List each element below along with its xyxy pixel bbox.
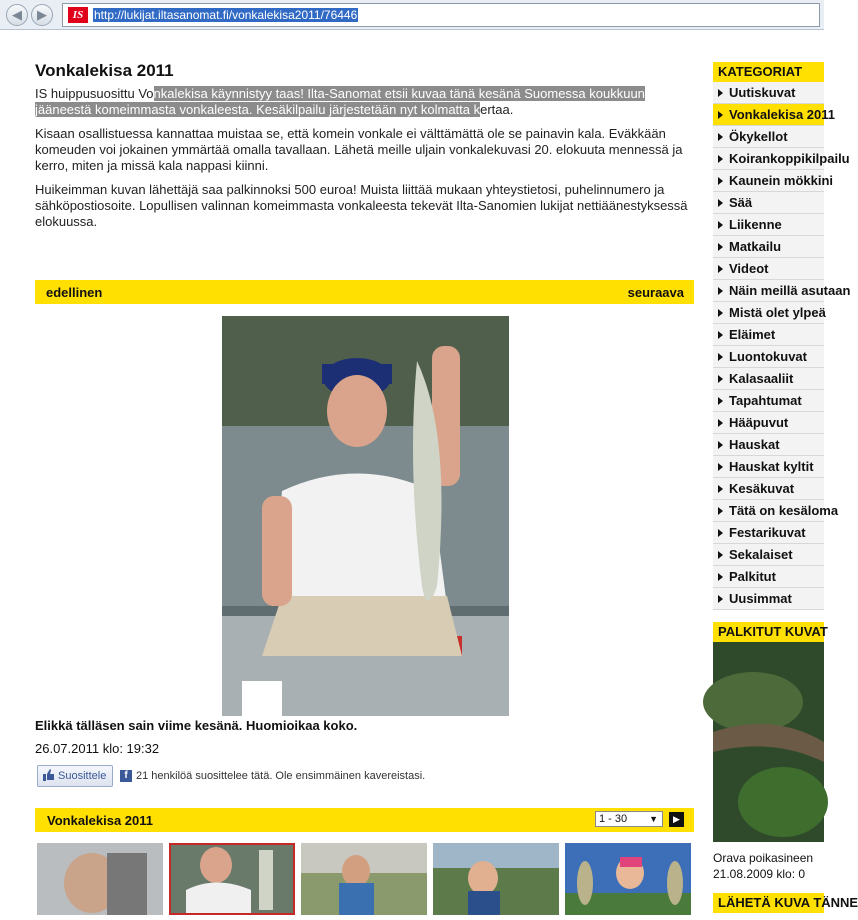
sidebar-item[interactable]	[713, 478, 824, 500]
triangle-right-icon	[718, 133, 723, 141]
sidebar-item-label: Matkailu	[729, 239, 782, 254]
sidebar-item[interactable]	[713, 544, 824, 566]
triangle-right-icon	[718, 287, 723, 295]
sidebar-item-label: Uutiskuvat	[729, 85, 796, 100]
sidebar-item[interactable]	[713, 170, 834, 192]
sidebar-item[interactable]	[713, 346, 824, 368]
fish-photo[interactable]	[222, 316, 509, 716]
back-arrow-icon[interactable]: ◀	[6, 4, 28, 26]
page-title: Vonkalekisa 2011	[35, 61, 174, 80]
sidebar-item-label: Näin meillä asutaan	[729, 283, 851, 298]
gallery-thumbnail-selected[interactable]	[169, 843, 295, 915]
triangle-right-icon	[718, 353, 723, 361]
like-button[interactable]: Suosittele	[37, 765, 113, 787]
sidebar-item[interactable]	[713, 368, 824, 390]
gallery-thumbnail[interactable]	[565, 843, 691, 915]
triangle-right-icon	[718, 89, 723, 97]
sidebar-item-label: Vonkalekisa 2011	[729, 107, 836, 122]
gallery-thumbnail[interactable]	[37, 843, 163, 915]
sidebar-item[interactable]	[713, 566, 824, 588]
like-count-text: 21 henkilöä suosittelee tätä. Ole ensimmäinen kavereistasi.	[136, 770, 426, 782]
triangle-right-icon	[718, 375, 723, 383]
chevron-down-icon: ▼	[649, 814, 658, 824]
triangle-right-icon	[718, 595, 723, 603]
sidebar-item-label: Tapahtumat	[729, 393, 802, 408]
sidebar-item-label: Hauskat kyltit	[729, 459, 814, 474]
sidebar-item[interactable]	[713, 214, 824, 236]
sidebar-item-label: Liikenne	[729, 217, 782, 232]
gallery-title: Vonkalekisa 2011	[47, 813, 154, 828]
sidebar-item[interactable]	[713, 192, 824, 214]
sidebar-item[interactable]	[713, 500, 839, 522]
article	[35, 60, 695, 238]
sidebar-item[interactable]	[713, 302, 824, 324]
browser-toolbar	[0, 0, 824, 30]
sidebar-item-label: Sää	[729, 195, 753, 210]
sidebar-item[interactable]	[713, 148, 850, 170]
triangle-right-icon	[718, 155, 723, 163]
sidebar-item-label: Kaunein mökkini	[729, 173, 834, 188]
gallery-thumbnail[interactable]	[433, 843, 559, 915]
url-text[interactable]: http://lukijat.iltasanomat.fi/vonkalekisa2011/76446	[94, 8, 358, 22]
sidebar-item-label: Uusimmat	[729, 591, 792, 606]
prev-link[interactable]: edellinen	[46, 285, 103, 300]
gallery-bar	[35, 808, 694, 832]
sidebar-item[interactable]	[713, 258, 824, 280]
sidebar-item-label: Hääpuvut	[729, 415, 789, 430]
triangle-right-icon	[718, 441, 723, 449]
sidebar-item-label: Videot	[729, 261, 769, 276]
awarded-photo[interactable]	[713, 642, 824, 842]
triangle-right-icon	[718, 177, 723, 185]
triangle-right-icon	[718, 221, 723, 229]
next-link[interactable]: seuraava	[627, 285, 684, 300]
sidebar-item[interactable]	[713, 434, 824, 456]
sidebar-item[interactable]	[713, 280, 851, 302]
triangle-right-icon	[718, 529, 723, 537]
prize-paragraph: Huikeimman kuvan lähettäjä saa palkinnoksi 500 euroa! Muista liittää mukaan yhteystietosi, puhelinnumero ja sähköpostiosoite. Lopullisen valinnan komeimmasta vonkaleesta tekevät Ilta-Sanomien lukijat nettiäänestyksessä elokuussa.	[35, 182, 688, 229]
sidebar-item-label: Mistä olet ylpeä	[729, 305, 826, 320]
pager-bar	[35, 280, 694, 304]
triangle-right-icon	[718, 463, 723, 471]
awarded-caption: Orava poikasineen 21.08.2009 klo: 0	[713, 851, 814, 881]
sidebar-item[interactable]	[713, 82, 824, 104]
sidebar-item[interactable]	[713, 588, 824, 610]
sidebar-item[interactable]	[713, 126, 824, 148]
thumbs-up-icon	[43, 769, 55, 781]
sidebar-item-label: Eläimet	[729, 327, 776, 342]
rules-paragraph: Kisaan osallistuessa kannattaa muistaa se, että komein vonkale ei välttämättä ole se painavin kala. Eväkkään komeuden voi jokainen ymmärtää omalla tavallaan. Lähetä meille uljain vonkalekuvasi 20. elokuuta mennessä ja kerro, miten ja missä kala nappasi kiinni.	[35, 126, 683, 173]
sidebar-item[interactable]	[713, 522, 824, 544]
sidebar-item-label: Hauskat	[729, 437, 780, 452]
triangle-right-icon	[718, 243, 723, 251]
triangle-right-icon	[718, 551, 723, 559]
gallery-thumbnails	[37, 843, 697, 915]
triangle-right-icon	[718, 199, 723, 207]
sidebar-item-label: Tätä on kesäloma	[729, 503, 839, 518]
sidebar-item-label: Sekalaiset	[729, 547, 793, 562]
triangle-right-icon	[718, 507, 723, 515]
triangle-right-icon	[718, 485, 723, 493]
sidebar-item[interactable]	[713, 412, 824, 434]
triangle-right-icon	[718, 265, 723, 273]
sidebar-item[interactable]	[713, 324, 824, 346]
awarded-photos-title: PALKITUT KUVAT	[713, 622, 824, 642]
category-sidebar	[713, 62, 851, 610]
address-bar[interactable]	[62, 3, 820, 27]
sidebar-item[interactable]	[713, 236, 824, 258]
selected-text: nkalekisa käynnistyy taas! Ilta-Sanomat etsii kuvaa tänä kesänä Suomessa koukkuun jääneestä komeimmasta vonkaleesta. Kesäkilpailu järjestetään nyt kolmatta k	[35, 86, 645, 117]
sidebar-item-label: Palkitut	[729, 569, 776, 584]
triangle-right-icon	[718, 309, 723, 317]
intro-paragraph: IS huippusuosittu Vonkalekisa käynnistyy taas! Ilta-Sanomat etsii kuvaa tänä kesänä Suomessa koukkuun jääneestä komeimmasta vonkaleesta. Kesäkilpailu järjestetään nyt kolmatta kertaa.	[35, 86, 645, 117]
sidebar-item[interactable]	[713, 390, 824, 412]
photo-date: 26.07.2011 klo: 19:32	[35, 741, 160, 756]
sidebar-item-label: Luontokuvat	[729, 349, 807, 364]
triangle-right-icon	[718, 331, 723, 339]
photo-caption: Elikkä tälläsen sain viime kesänä. Huomioikaa koko.	[35, 718, 358, 733]
triangle-right-icon	[718, 573, 723, 581]
range-select[interactable]: 1 - 30 ▼	[595, 811, 663, 827]
sidebar-item[interactable]	[713, 456, 824, 478]
sidebar-item-label: Koirankoppikilpailu	[729, 151, 850, 166]
triangle-right-icon	[718, 397, 723, 405]
categories-title: KATEGORIAT	[713, 62, 824, 82]
sidebar-item-label: Kalasaaliit	[729, 371, 794, 386]
sidebar-item-label: Ökykellot	[729, 129, 788, 144]
send-photo-title[interactable]: LÄHETÄ KUVA TÄNNE	[713, 893, 824, 913]
sidebar-item[interactable]	[713, 104, 836, 126]
sidebar-item-label: Festarikuvat	[729, 525, 806, 540]
category-list	[713, 82, 851, 610]
forward-arrow-icon[interactable]: ▶	[31, 4, 53, 26]
next-page-arrow-icon[interactable]: ▶	[669, 812, 684, 827]
gallery-thumbnail[interactable]	[301, 843, 427, 915]
triangle-right-icon	[718, 111, 723, 119]
sidebar-item-label: Kesäkuvat	[729, 481, 795, 496]
triangle-right-icon	[718, 419, 723, 427]
facebook-icon: f	[120, 770, 132, 782]
site-favicon: IS	[68, 7, 88, 23]
